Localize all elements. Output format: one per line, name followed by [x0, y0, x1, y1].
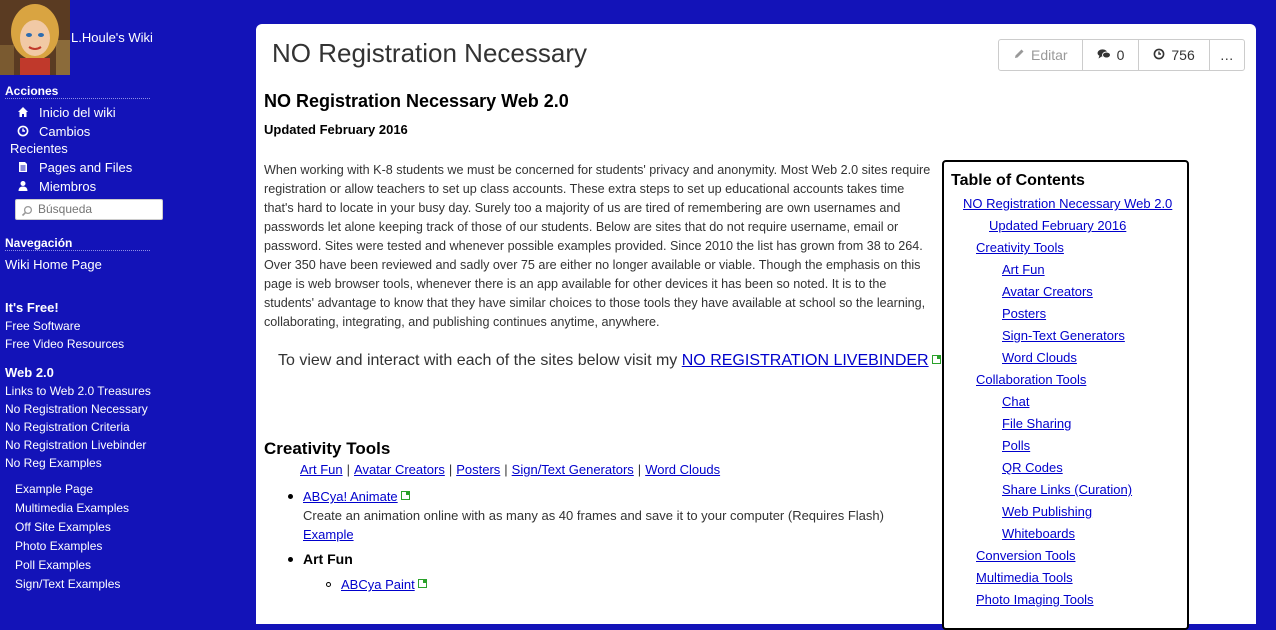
toc-item[interactable]: Sign-Text Generators [1002, 328, 1125, 343]
multimedia-examples-link[interactable]: Multimedia Examples [15, 501, 130, 515]
sidebar [0, 0, 250, 597]
sidebar-item-recientes[interactable]: Recientes [10, 141, 68, 156]
abcya-animate-link[interactable]: ABCya! Animate [303, 489, 398, 504]
toc-title: Table of Contents [951, 172, 1085, 189]
toc-item[interactable]: Polls [1002, 438, 1031, 453]
comments-count: 0 [1116, 47, 1125, 63]
user-icon [17, 180, 29, 192]
toc-item[interactable]: Creativity Tools [976, 240, 1064, 255]
free-video-resources-link[interactable]: Free Video Resources [5, 337, 125, 351]
page-toolbar [998, 39, 1245, 71]
livebinder-line [278, 352, 941, 370]
sidebar-item-cambios[interactable] [17, 124, 90, 139]
navegacion-heading: Navegación [5, 236, 73, 250]
sidebar-item-label: Cambios [39, 124, 91, 139]
avatar-image [0, 0, 70, 75]
example-link[interactable]: Example [303, 527, 354, 542]
art-fun-link[interactable]: Art Fun [300, 462, 343, 477]
photo-examples-link[interactable]: Photo Examples [15, 539, 103, 553]
wiki-home-page-link[interactable]: Wiki Home Page [5, 257, 102, 272]
bullet [288, 557, 293, 562]
avatar-creators-link[interactable]: Avatar Creators [354, 462, 445, 477]
list-item [288, 489, 410, 504]
search-box[interactable] [15, 199, 163, 220]
toc-item[interactable]: Avatar Creators [1002, 284, 1093, 299]
creativity-category-links: Art Fun | Avatar Creators | Posters | Sign/Text Generators | Word Clouds [300, 462, 721, 477]
toc-item[interactable]: Share Links (Curation) [1002, 482, 1133, 497]
toc-item[interactable]: Multimedia Tools [976, 570, 1073, 585]
abcya-animate-description: Create an animation online with as many as 40 frames and save it to your computer (Requires Flash) [303, 508, 884, 523]
list-item [326, 577, 427, 592]
creativity-tools-heading: Creativity Tools [264, 439, 391, 458]
external-link-icon [401, 491, 410, 500]
toc-item[interactable]: Updated February 2016 [989, 218, 1127, 233]
free-software-link[interactable]: Free Software [5, 319, 81, 333]
sidebar-item-pages-and-files[interactable] [17, 160, 132, 175]
home-icon [17, 106, 29, 118]
comments-button[interactable] [1083, 40, 1140, 70]
main-content [256, 24, 1256, 624]
toc-item[interactable]: Photo Imaging Tools [976, 592, 1094, 607]
example-page-link[interactable]: Example Page [15, 482, 94, 496]
sidebar-item-label: Pages and Files [39, 160, 133, 175]
search-input[interactable] [38, 202, 158, 216]
sidebar-item-label: Miembros [39, 179, 97, 194]
page-title: NO Registration Necessary [272, 38, 587, 68]
bullet [326, 582, 331, 587]
edit-label: Editar [1031, 47, 1068, 63]
content-heading: NO Registration Necessary Web 2.0 [264, 91, 569, 111]
intro-paragraph: When working with K-8 students we must be concerned for students' privacy and anonymity. Most Web 2.0 sites require registration or allow teachers to set up class accounts. These extra steps to set up educational accounts takes time that's hard to locate in your busy day. Surely too a majority of us are tired of remembering are own usernames and passwords let alone keeping track of those of our students. Below are sites that do not require username, email or password. Sites were tested and whenever possible examples provided. Since 2010 the list has grown from 38 to 264. Over 350 have been reviewed and sadly over 75 are either no longer available or viable. Though the emphasis on this page is web browser tools, whenever there is an app available for other devices it has been so noted. It is to the students' advantage to know that they have similar choices to those tools they have available at school so the learning, collaborating, integrating, and publishing continues anytime, anywhere. [264, 163, 931, 329]
external-link-icon [418, 579, 427, 588]
no-registration-livebinder-link[interactable]: No Registration Livebinder [5, 438, 147, 452]
toc-item[interactable]: QR Codes [1002, 460, 1063, 475]
more-button[interactable]: … [1219, 47, 1234, 63]
word-clouds-link[interactable]: Word Clouds [645, 462, 721, 477]
art-fun-heading: Art Fun [303, 551, 353, 567]
no-reg-examples-link[interactable]: No Reg Examples [5, 456, 102, 470]
toc-item[interactable]: Collaboration Tools [976, 372, 1087, 387]
toc-item[interactable]: Art Fun [1002, 262, 1045, 277]
posters-link[interactable]: Posters [456, 462, 501, 477]
abcya-paint-link[interactable]: ABCya Paint [341, 577, 415, 592]
toc-item[interactable]: Posters [1002, 306, 1047, 321]
poll-examples-link[interactable]: Poll Examples [15, 558, 92, 572]
list-item [288, 551, 353, 567]
divider [5, 250, 150, 251]
web20-treasures-link[interactable]: Links to Web 2.0 Treasures [5, 384, 151, 398]
livebinder-link[interactable]: NO REGISTRATION LIVEBINDER [681, 352, 929, 369]
avatar[interactable] [0, 0, 70, 75]
no-registration-criteria-link[interactable]: No Registration Criteria [5, 420, 130, 434]
livebinder-text: To view and interact with each of the sites below visit my [278, 352, 678, 369]
acciones-heading: Acciones [5, 84, 59, 98]
off-site-examples-link[interactable]: Off Site Examples [15, 520, 111, 534]
toc-item[interactable]: Conversion Tools [976, 548, 1076, 563]
its-free-heading: It's Free! [5, 300, 59, 315]
toc-item[interactable]: Word Clouds [1002, 350, 1077, 365]
views-button[interactable] [1139, 40, 1209, 70]
toc-item[interactable]: Web Publishing [1002, 504, 1093, 519]
web20-heading: Web 2.0 [5, 365, 54, 380]
toc-item[interactable]: NO Registration Necessary Web 2.0 [963, 196, 1173, 211]
search-icon [21, 204, 33, 222]
bullet [288, 494, 293, 499]
file-icon [17, 161, 29, 173]
sidebar-item-label: Inicio del wiki [39, 105, 116, 120]
clock-icon [1153, 47, 1165, 63]
sign-text-examples-link[interactable]: Sign/Text Examples [15, 577, 121, 591]
comments-icon [1097, 47, 1111, 63]
external-link-icon [932, 355, 941, 364]
toc-item[interactable]: File Sharing [1002, 416, 1072, 431]
no-registration-necessary-link[interactable]: No Registration Necessary [5, 402, 148, 416]
sign-text-generators-link[interactable]: Sign/Text Generators [511, 462, 634, 477]
pencil-icon [1013, 47, 1025, 63]
sidebar-item-miembros[interactable] [17, 179, 96, 194]
toc-item[interactable]: Whiteboards [1002, 526, 1075, 541]
edit-button[interactable] [999, 40, 1083, 70]
updated-subheading: Updated February 2016 [264, 122, 408, 137]
views-count: 756 [1171, 47, 1195, 63]
site-title[interactable]: L.Houle's Wiki [71, 30, 153, 45]
clock-icon [17, 125, 29, 137]
toc-item[interactable]: Chat [1002, 394, 1030, 409]
table-of-contents [942, 160, 1189, 630]
sidebar-item-inicio[interactable] [17, 105, 116, 120]
divider [5, 98, 150, 99]
